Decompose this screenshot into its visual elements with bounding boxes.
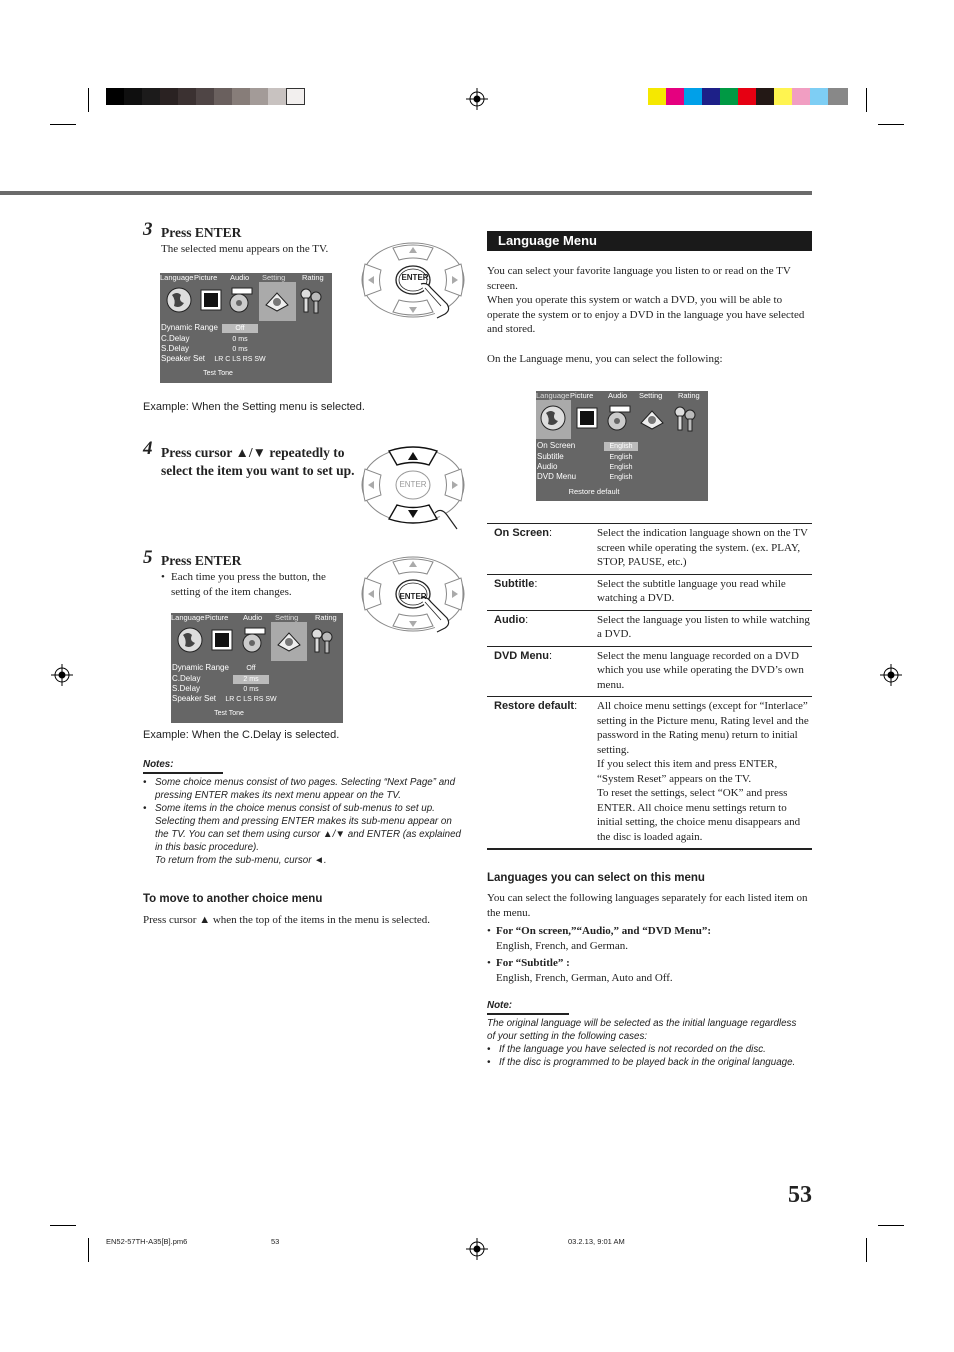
intro-paragraph: On the Language menu, you can select the following: — [487, 353, 723, 365]
audio-disc-icon — [239, 625, 269, 655]
registration-mark-icon — [880, 664, 902, 686]
menu-row-dynamic-range: Dynamic Range — [161, 323, 218, 332]
setting-tools-icon — [274, 625, 304, 655]
tv-picture-icon — [572, 403, 602, 433]
header-rule — [0, 191, 812, 195]
tab-picture: Picture — [205, 613, 229, 622]
menu-row-speaker-set: Speaker Set — [172, 694, 217, 703]
remote-cursor-pad-icon — [361, 240, 465, 324]
value-s-delay: 0 ms — [232, 346, 248, 353]
menu-row-s-delay: S.Delay — [172, 684, 201, 693]
section-heading: Languages you can select on this menu — [487, 872, 705, 884]
rating-keys-icon — [296, 285, 326, 315]
table-key-cell: Restore default: — [494, 700, 578, 712]
registration-mark-icon — [466, 1238, 488, 1260]
color-swatch — [828, 88, 848, 105]
value-on-screen: English — [604, 442, 638, 451]
enter-button-label: ENTER — [399, 592, 427, 601]
enter-button-label: ENTER — [401, 273, 429, 282]
tab-rating: Rating — [678, 391, 700, 400]
menu-row-dynamic-range: Dynamic Range — [172, 663, 229, 672]
language-options-table — [487, 524, 812, 850]
color-swatch — [666, 88, 684, 105]
language-item-text: English, French, and German. — [496, 939, 628, 952]
rating-keys-icon — [307, 625, 337, 655]
tab-language: Language — [160, 273, 194, 282]
crop-mark — [878, 124, 904, 125]
color-swatch — [268, 88, 286, 105]
rating-keys-icon — [670, 403, 700, 433]
section-heading: To move to another choice menu — [143, 893, 323, 905]
table-desc: All choice menu settings (except for “Interlace” setting in the Picture menu, Rating level and the password in the Rating menu) return to initial setting. If you select this item and press ENTER, “System Reset” appears on the TV. To reset the settings, select “OK” and press ENTER. All choice menu settings return to initial setting, the choice menu disappears and the disc is loaded again. — [597, 700, 809, 843]
menu-row-c-delay: C.Delay — [172, 674, 201, 683]
color-swatch — [232, 88, 250, 105]
globe-icon — [175, 625, 205, 655]
tab-rating: Rating — [315, 613, 337, 622]
footer-filename: EN52-57TH-A35[B].pm6 — [106, 1237, 188, 1246]
table-row — [487, 610, 812, 646]
menu-row-s-delay: S.Delay — [161, 344, 190, 353]
setting-menu-screen — [160, 273, 332, 383]
page-number: 53 — [788, 1182, 812, 1208]
tv-picture-icon — [207, 625, 237, 655]
globe-icon — [538, 403, 568, 433]
tab-rating: Rating — [302, 273, 324, 282]
menu-row-subtitle: Subtitle — [537, 452, 564, 461]
color-swatch — [160, 88, 178, 105]
step-text: The selected menu appears on the TV. — [161, 243, 329, 255]
caption: Example: When the C.Delay is selected. — [143, 729, 340, 741]
step-heading: Press ENTER — [161, 553, 242, 568]
color-swatch — [648, 88, 666, 105]
intro-paragraph: When you operate this system or watch a DVD, you will be able to operate the system or to enjoy a DVD in the language you have selected and stored. — [487, 294, 805, 335]
audio-disc-icon — [226, 285, 256, 315]
value-c-delay: 2 ms — [233, 675, 269, 684]
note-title: Note: — [487, 999, 569, 1015]
language-item-label: For “On screen,”“Audio,” and “DVD Menu”: — [496, 925, 712, 937]
crop-mark — [866, 1238, 867, 1262]
setting-tools-icon — [262, 285, 292, 315]
crop-mark — [878, 1225, 904, 1226]
notes-title: Notes: — [143, 758, 223, 774]
menu-row-on-screen: On Screen — [537, 441, 576, 450]
notes-item — [143, 854, 463, 867]
tab-setting: Setting — [262, 273, 286, 282]
audio-disc-icon — [604, 403, 634, 433]
registration-mark-icon — [51, 664, 73, 686]
menu-row-speaker-set: Speaker Set — [161, 354, 206, 363]
notes-list — [143, 776, 463, 867]
intro-paragraph: You can select your favorite language you listen to or read on the TV screen. — [487, 265, 791, 292]
crop-mark — [88, 1238, 89, 1262]
notes-item-text: Some items in the choice menus consist of sub-menus to set up. Selecting them and pressing ENTER makes its sub-menu appear on the TV. You can set them using cursor ▲/▼ and ENTER (as explained in this basic procedure). — [155, 803, 462, 853]
color-swatch — [684, 88, 702, 105]
step-number: 4 — [143, 438, 153, 459]
notes-item-text: To return from the sub-menu, cursor ◄. — [155, 855, 327, 866]
step-heading: Press cursor ▲/▼ repeatedly to select the item you want to set up. — [161, 445, 355, 478]
color-swatch — [702, 88, 720, 105]
crop-mark — [866, 88, 867, 112]
registration-mark-icon — [466, 88, 488, 110]
table-row — [487, 574, 812, 610]
table-key-cell: DVD Menu: — [494, 649, 553, 662]
value-dynamic-range: Off — [222, 324, 258, 333]
step-number: 5 — [143, 547, 153, 568]
caption: Example: When the Setting menu is selected. — [143, 401, 365, 413]
value-speaker-set: LR C LS RS SW — [225, 696, 277, 703]
color-swatch — [124, 88, 142, 105]
color-swatch — [810, 88, 828, 105]
language-item: • For “Subtitle” : English, French, German, Auto and Off. — [487, 956, 812, 985]
section-text: Press cursor ▲ when the top of the items in the menu is selected. — [143, 914, 431, 926]
color-swatch — [250, 88, 268, 105]
test-tone-label: Test Tone — [214, 710, 244, 717]
restore-default-label: Restore default — [568, 487, 620, 496]
crop-mark — [50, 124, 76, 125]
section-title-bar: Language Menu — [487, 231, 812, 251]
color-swatch — [196, 88, 214, 105]
notes-item: • Some items in the choice menus consist of sub-menus to set up. Selecting them and pressing ENTER makes its sub-menu appear on the TV. You can set them using cursor ▲/▼ and ENTER (as explained in this basic procedure). — [143, 803, 462, 853]
value-speaker-set: LR C LS RS SW — [214, 356, 266, 363]
note-item-text: If the language you have selected is not recorded on the disc. — [499, 1044, 766, 1055]
color-swatch — [106, 88, 124, 105]
globe-icon — [164, 285, 194, 315]
table-desc: Select the subtitle language you read while watching a DVD. — [597, 577, 786, 604]
color-swatch — [756, 88, 774, 105]
tab-language: Language — [536, 391, 570, 400]
menu-row-audio: Audio — [537, 462, 558, 471]
menu-row-c-delay: C.Delay — [161, 334, 190, 343]
step-bullet-text: Each time you press the button, the setting of the item changes. — [171, 571, 326, 598]
color-swatch — [720, 88, 738, 105]
language-item-label: For “Subtitle” : — [496, 957, 570, 969]
note-item: • If the disc is programmed to be played back in the original language. — [487, 1057, 796, 1068]
note-list — [487, 1043, 797, 1069]
table-key: Subtitle — [494, 577, 535, 590]
step-bullet: • Each time you press the button, the setting of the item changes. — [161, 570, 346, 599]
tab-setting: Setting — [275, 613, 299, 622]
table-key: Audio — [494, 613, 526, 626]
crop-mark — [88, 88, 89, 112]
table-key: Restore default — [494, 700, 575, 712]
tab-setting: Setting — [639, 391, 663, 400]
color-swatch — [738, 88, 756, 105]
table-desc: Select the menu language recorded on a DVD which you use while operating the DVD’s own menu. — [597, 649, 804, 691]
tab-picture: Picture — [570, 391, 594, 400]
value-dvd-menu: English — [609, 474, 633, 481]
tab-picture: Picture — [194, 273, 218, 282]
table-row — [487, 524, 812, 574]
footer-page: 53 — [271, 1237, 280, 1246]
setting-menu-screen — [171, 613, 343, 723]
crop-mark — [50, 1225, 76, 1226]
table-key-cell: Subtitle: — [494, 577, 538, 590]
value-s-delay: 0 ms — [243, 686, 259, 693]
color-swatch — [286, 88, 305, 105]
color-swatch — [178, 88, 196, 105]
setting-tools-icon — [637, 403, 667, 433]
step-heading: Press ENTER — [161, 225, 242, 240]
notes-item-text: Some choice menus consist of two pages. Selecting “Next Page” and pressing ENTER makes its next menu appear on the TV. — [155, 777, 456, 801]
color-swatch — [142, 88, 160, 105]
notes-item: • Some choice menus consist of two pages. Selecting “Next Page” and pressing ENTER makes its next menu appear on the TV. — [143, 777, 456, 801]
section-text: You can select the following languages separately for each listed item on the menu. — [487, 892, 808, 919]
table-key: DVD Menu — [494, 649, 549, 662]
table-row — [487, 646, 812, 697]
tab-audio: Audio — [608, 391, 628, 400]
value-audio: English — [609, 464, 633, 471]
value-c-delay: 0 ms — [232, 336, 248, 343]
tab-audio: Audio — [243, 613, 263, 622]
note-item: • If the language you have selected is not recorded on the disc. — [487, 1044, 766, 1055]
tab-audio: Audio — [230, 273, 250, 282]
value-subtitle: English — [609, 454, 633, 461]
language-item-text: English, French, German, Auto and Off. — [496, 971, 673, 984]
table-desc: Select the indication language shown on the TV screen while operating the system. (ex. PLAY, STOP, PAUSE, etc.) — [597, 527, 808, 568]
note-text: The original language will be selected as the initial language regardless of your setting in the following cases: — [487, 1018, 797, 1042]
table-key-cell: On Screen: — [494, 527, 553, 539]
tab-language: Language — [171, 613, 205, 622]
enter-button-label: ENTER — [399, 480, 427, 489]
menu-row-dvd-menu: DVD Menu — [537, 472, 577, 481]
table-key-cell: Audio: — [494, 613, 529, 626]
test-tone-label: Test Tone — [203, 370, 233, 377]
tv-picture-icon — [196, 285, 226, 315]
color-swatch — [774, 88, 792, 105]
language-menu-screen — [536, 391, 708, 501]
footer-date: 03.2.13, 9:01 AM — [568, 1237, 625, 1246]
language-item: • For “On screen,”“Audio,” and “DVD Menu”: English, French, and German. — [487, 924, 812, 953]
note-item-text: If the disc is programmed to be played back in the original language. — [499, 1057, 796, 1068]
table-row — [487, 697, 812, 850]
color-swatch — [792, 88, 810, 105]
table-desc: Select the language you listen to while watching a DVD. — [597, 613, 810, 640]
color-swatch — [214, 88, 232, 105]
step-number: 3 — [143, 219, 153, 240]
table-key: On Screen — [494, 527, 550, 539]
value-dynamic-range: Off — [246, 665, 256, 672]
